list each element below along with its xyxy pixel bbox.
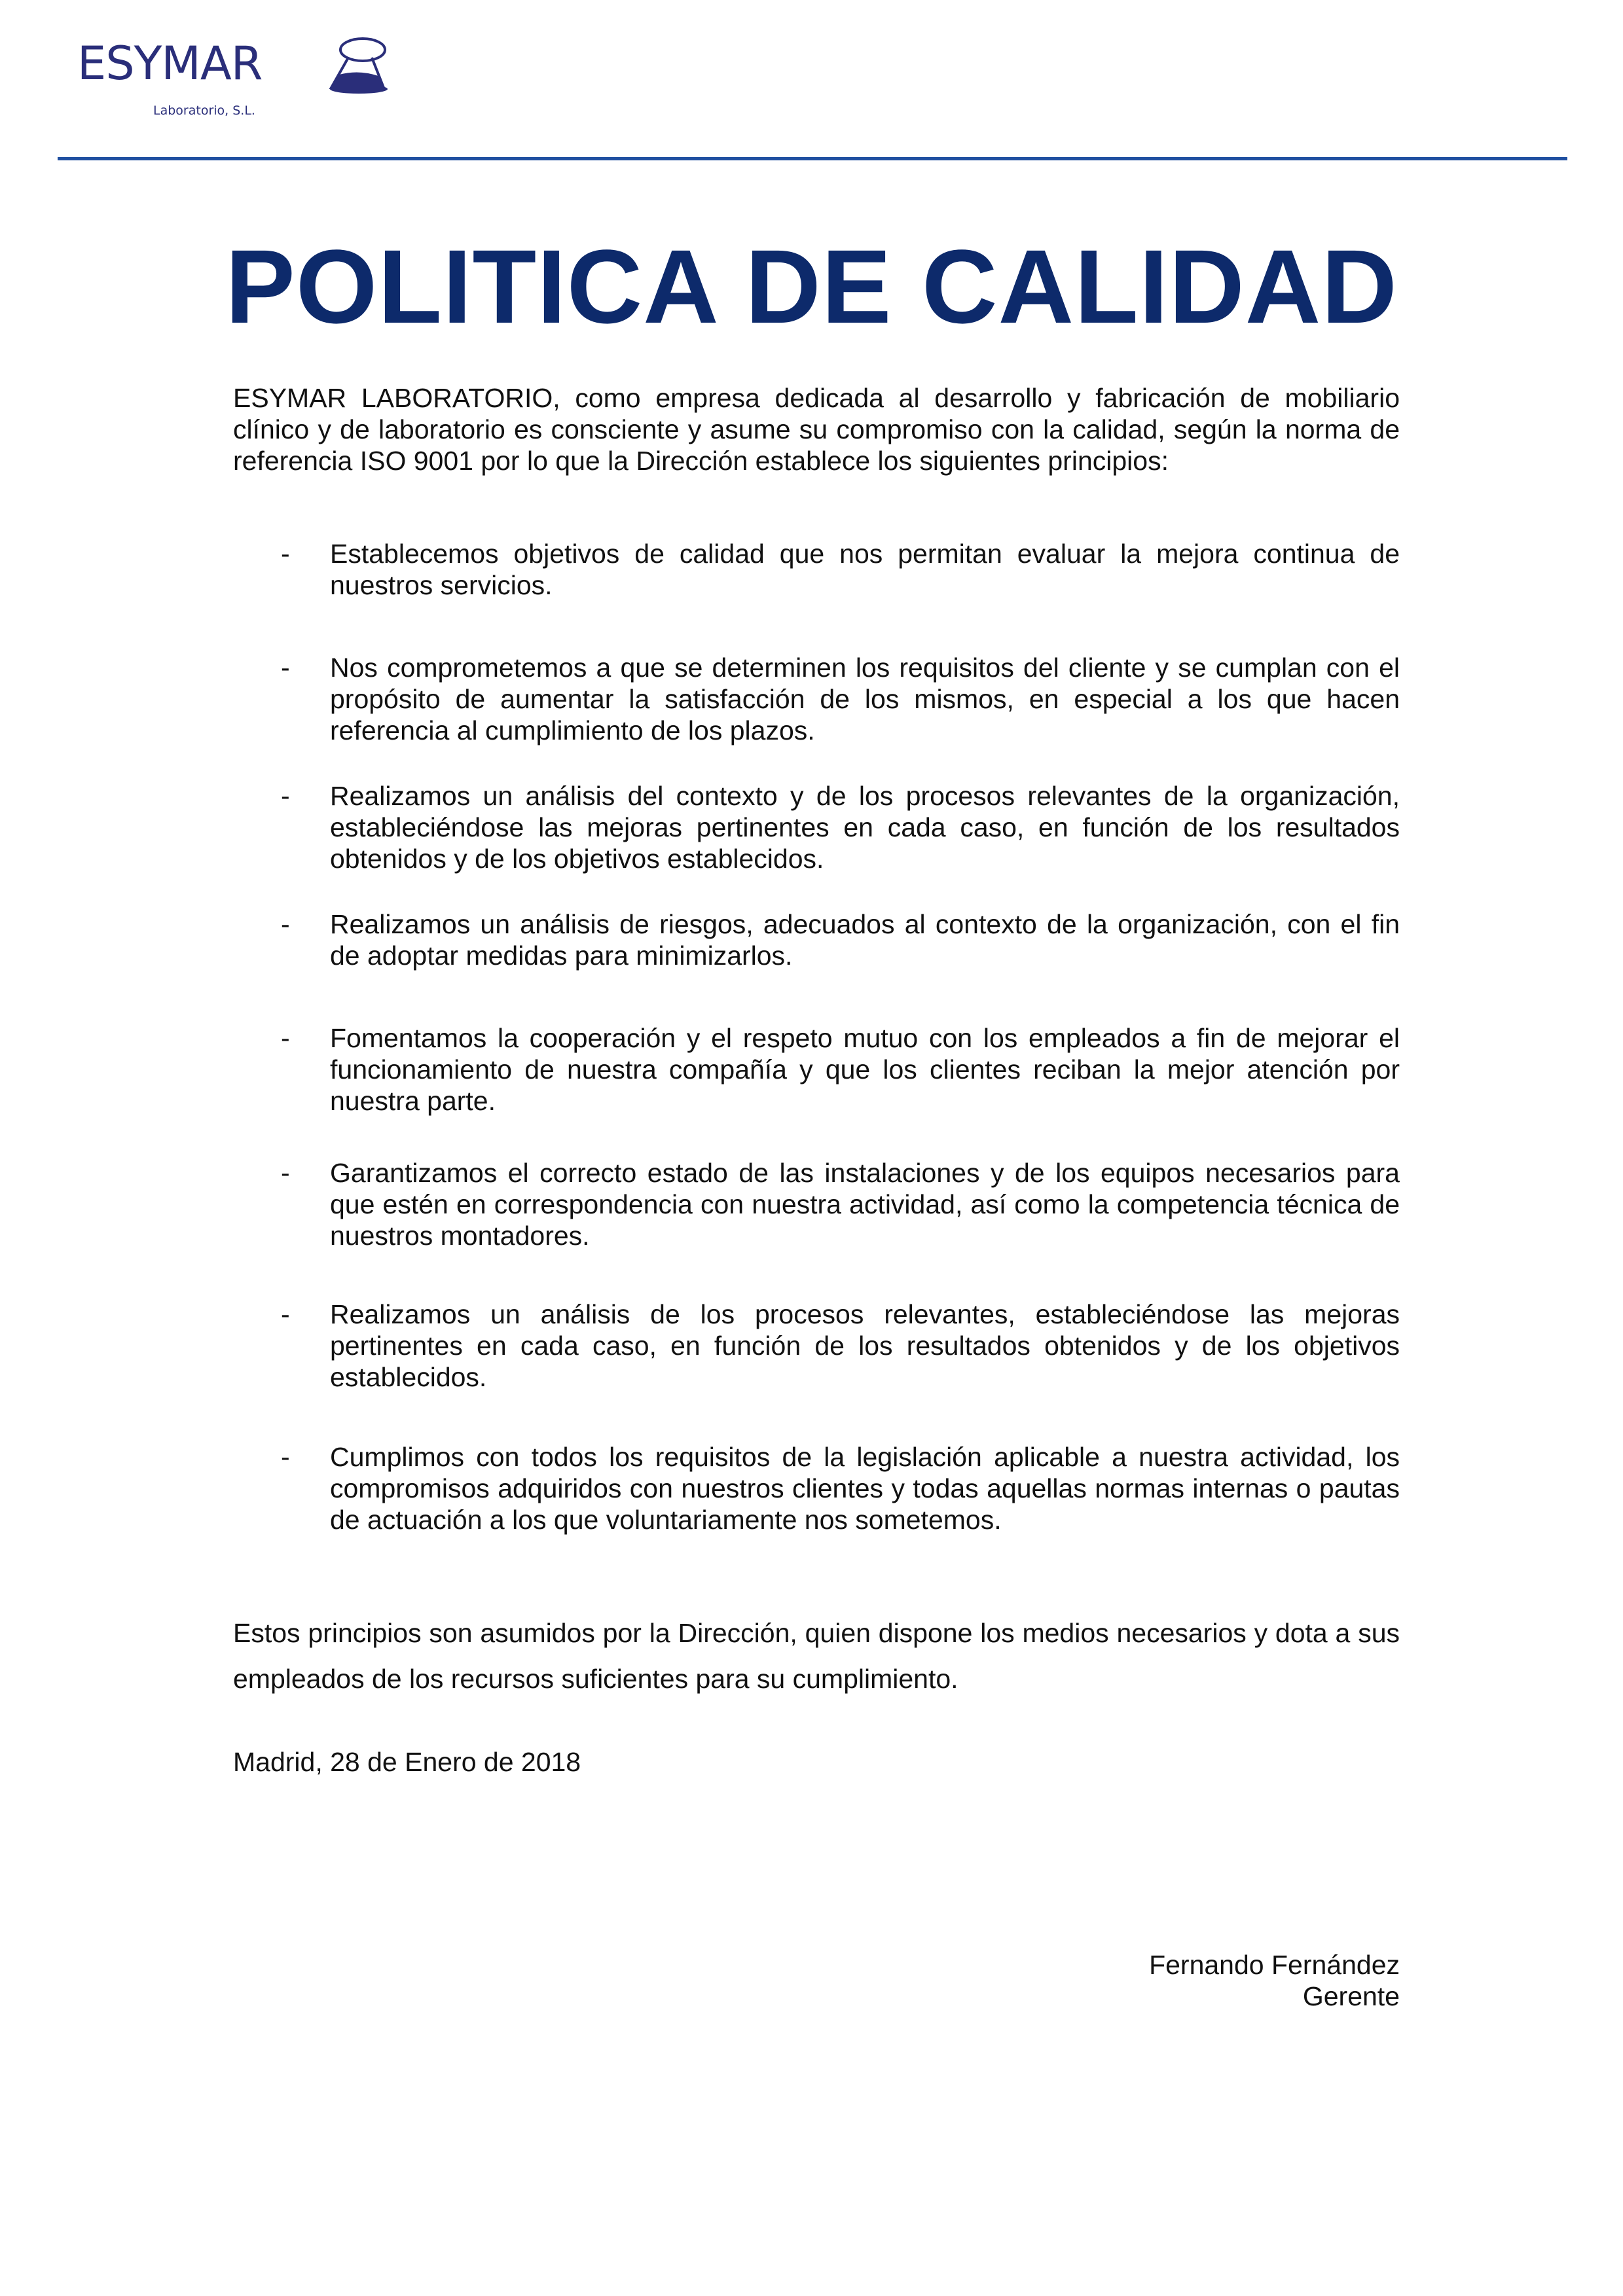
signature-block xyxy=(1007,1949,1400,2012)
bullet-dash: - xyxy=(281,1299,290,1329)
document-header xyxy=(0,0,1623,164)
principle-text: Nos comprometemos a que se determinen los requisitos del cliente y se cumplan con el propósito de aumentar la satisfacción de los mismos, en especial a los que hacen referencia al cumplimiento de los plazos. xyxy=(330,653,1400,745)
place-and-date: Madrid, 28 de Enero de 2018 xyxy=(233,1747,581,1777)
principle-text: Establecemos objetivos de calidad que nos permitan evaluar la mejora continua de nuestros servicios. xyxy=(330,539,1400,600)
bullet-dash: - xyxy=(281,653,290,683)
principle-text: Realizamos un análisis de los procesos relevantes, estableciéndose las mejoras pertinentes en cada caso, en función de los resultados obtenidos y de los objetivos establecidos. xyxy=(330,1299,1400,1392)
company-logo xyxy=(77,37,326,118)
flask-logo-icon xyxy=(285,37,397,102)
header-divider xyxy=(58,157,1567,160)
signer-name: Fernando Fernández xyxy=(1149,1950,1400,1980)
closing-paragraph: Estos principios son asumidos por la Dirección, quien dispone los medios necesarios y dota a sus empleados de los recursos suficientes para su cumplimiento. xyxy=(233,1618,1400,1694)
logo-wordmark: ESYMAR xyxy=(77,37,263,90)
principle-text: Realizamos un análisis del contexto y de los procesos relevantes de la organización, estableciéndose las mejoras pertinentes en cada caso, en función de los resultados obtenidos y de los objetivos establecidos. xyxy=(330,781,1400,874)
bullet-dash: - xyxy=(281,781,290,811)
bullet-dash: - xyxy=(281,909,290,939)
bullet-dash: - xyxy=(281,1023,290,1053)
principle-text: Cumplimos con todos los requisitos de la legislación aplicable a nuestra actividad, los compromisos adquiridos con nuestros clientes y todas aquellas normas internas o pautas de actuación a los que voluntariamente nos sometemos. xyxy=(330,1442,1400,1535)
principle-text: Garantizamos el correcto estado de las instalaciones y de los equipos necesarios para que estén en correspondencia con nuestra actividad, así como la competencia técnica de nuestros montadores. xyxy=(330,1158,1400,1251)
page-title: POLITICA DE CALIDAD xyxy=(225,228,1398,345)
principle-text: Realizamos un análisis de riesgos, adecuados al contexto de la organización, con el fin de adoptar medidas para minimizarlos. xyxy=(330,909,1400,971)
bullet-dash: - xyxy=(281,1442,290,1472)
bullet-dash: - xyxy=(281,1158,290,1188)
signer-role: Gerente xyxy=(1302,1981,1400,2011)
principle-text: Fomentamos la cooperación y el respeto mutuo con los empleados a fin de mejorar el funcionamiento de nuestra compañía y que los clientes reciban la mejor atención por nuestra parte. xyxy=(330,1023,1400,1116)
bullet-dash: - xyxy=(281,539,290,569)
logo-subtitle: Laboratorio, S.L. xyxy=(153,103,255,118)
intro-paragraph: ESYMAR LABORATORIO, como empresa dedicada al desarrollo y fabricación de mobiliario clínico y de laboratorio es consciente y asume su compromiso con la calidad, según la norma de referencia ISO 9001 por lo que la Dirección establece los siguientes principios: xyxy=(233,383,1400,476)
